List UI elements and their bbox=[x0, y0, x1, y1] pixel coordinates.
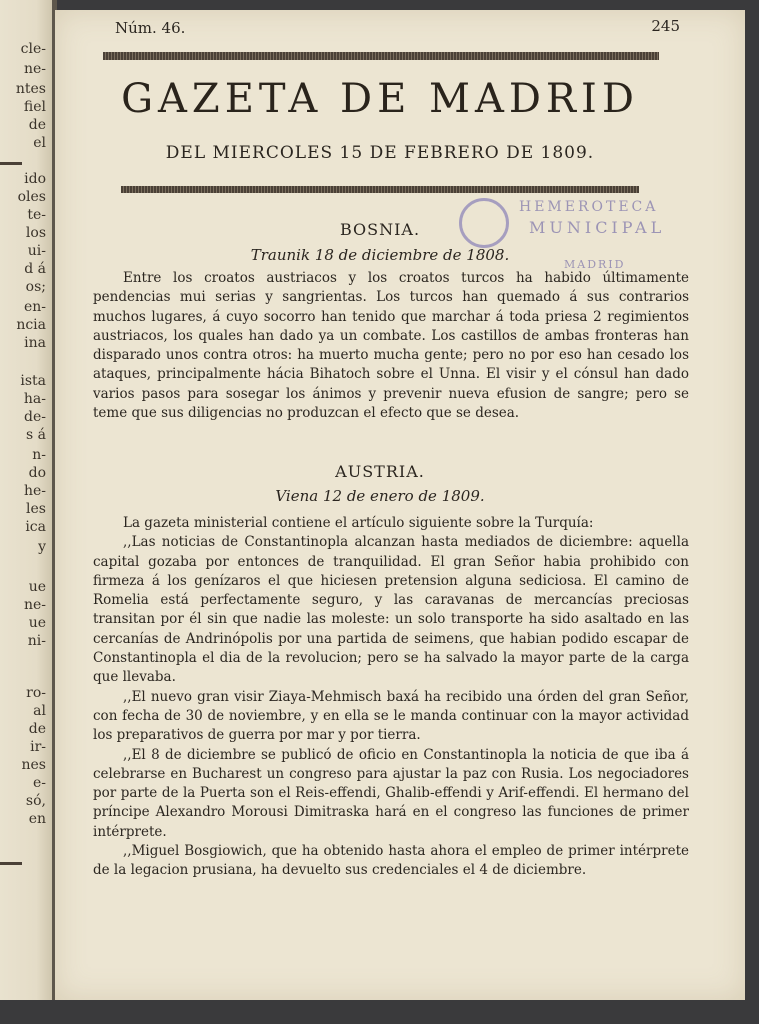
adjacent-page-fragment: n- bbox=[32, 447, 46, 463]
issue-number: Núm. 46. bbox=[115, 19, 186, 37]
section-heading-austria: AUSTRIA. bbox=[335, 462, 425, 481]
adjacent-page-fragment: fiel bbox=[23, 99, 46, 115]
article-bosnia bbox=[93, 269, 689, 423]
adjacent-page-fragment: ido bbox=[24, 171, 46, 187]
adjacent-page-fragment: ne- bbox=[23, 61, 46, 77]
adjacent-page-fragment: ir- bbox=[30, 739, 46, 755]
adjacent-page-fragment: ue bbox=[28, 615, 46, 631]
adjacent-page-fragment: he- bbox=[23, 483, 46, 499]
adjacent-page-fragment: oles bbox=[17, 189, 46, 205]
stamp-text-line3: MADRID bbox=[564, 258, 626, 271]
adjacent-page-fragment: nes bbox=[21, 757, 46, 773]
adjacent-page-fragment: ui- bbox=[27, 243, 46, 259]
adjacent-page-fragment: ista bbox=[20, 373, 46, 389]
adjacent-page-rule bbox=[0, 862, 22, 865]
adjacent-page-fragment: os; bbox=[25, 279, 46, 295]
adjacent-page-fragment: e- bbox=[32, 775, 46, 791]
adjacent-page-fragment: el bbox=[33, 135, 46, 151]
adjacent-page-fragment: cle- bbox=[20, 41, 46, 57]
dateline-bosnia: Traunik 18 de diciembre de 1808. bbox=[250, 246, 510, 264]
adjacent-page-fragment: les bbox=[26, 501, 46, 517]
adjacent-page-fragment: ncia bbox=[16, 317, 46, 333]
article-paragraph: Entre los croatos austriacos y los croatos turcos ha habido últimamente pendencias mui serias y sangrientas. Los turcos han quemado á sus contrarios muchos lugares, á cuyo socorro han tenido que marchar á toda priesa 2 regimientos austriacos, los quales han dado ya un combate. Los castillos de ambas fronteras han disparado unos contra otros: ha muerto mucha gente; pero no por eso han cesado los ataques, principalmente hácia Bihatoch sobre el Unna. El visir y el cónsul han dado varios pasos para sosegar los ánimos y prevenir nueva efusion de sangre; pero se teme que sus diligencias no produzcan el efecto que se desea. bbox=[93, 270, 689, 422]
adjacent-page-fragment: ina bbox=[24, 335, 46, 351]
adjacent-page-fragment: en- bbox=[23, 299, 46, 315]
adjacent-page-fragment: ica bbox=[25, 519, 46, 535]
newspaper-page bbox=[55, 10, 745, 1000]
adjacent-page-fragment: de- bbox=[24, 409, 46, 425]
adjacent-page-fragment: de bbox=[28, 117, 46, 133]
adjacent-page-fragment: los bbox=[25, 225, 46, 241]
adjacent-page-fragment: al bbox=[33, 703, 46, 719]
adjacent-page-fragment: ne- bbox=[23, 597, 46, 613]
adjacent-page-fragment: ha- bbox=[23, 391, 46, 407]
adjacent-page-fragment: s á bbox=[26, 427, 46, 443]
adjacent-page-fragment: só, bbox=[25, 793, 46, 809]
masthead-date: DEL MIERCOLES 15 DE FEBRERO DE 1809. bbox=[165, 143, 595, 163]
page-number: 245 bbox=[651, 17, 680, 35]
section-heading-bosnia: BOSNIA. bbox=[339, 220, 421, 239]
adjacent-page-fragment: do bbox=[28, 465, 46, 481]
adjacent-page-fragment: en bbox=[28, 811, 46, 827]
stamp-text-line1: HEMEROTECA bbox=[519, 199, 659, 215]
adjacent-page-fragment: ntes bbox=[15, 81, 46, 97]
adjacent-page-fragment: y bbox=[38, 539, 46, 555]
article-paragraph: ,,El nuevo gran visir Ziaya-Mehmisch baxá ha recibido una órden del gran Señor, con fecha de 30 de noviembre, y en ella se le manda continuar con la mayor actividad los preparativos de guerra por mar y por tierra. bbox=[93, 688, 689, 744]
adjacent-page-fragment: de bbox=[28, 721, 46, 737]
article-paragraph: La gazeta ministerial contiene el artículo siguiente sobre la Turquía: bbox=[123, 515, 594, 531]
article-paragraph: ,,Las noticias de Constantinopla alcanzan hasta mediados de diciembre: aquella capital gozaba por entonces de tranquilidad. El gran Señor habia prohibido con firmeza á los genízaros el que hiciesen pretension alguna sediciosa. El camino de Romelia está perfectamente seguro, y las caravanas de mercancías preciosas transitan por él sin que nadie las moleste: un solo transporte ha sido asaltado en las cercanías de Andrinópolis por una partida de seimens, que habian podido escapar de Constantinopla el dia de la revolucion; pero se ha salvado la mayor parte de la carga que llevaba. bbox=[93, 534, 689, 686]
dateline-austria: Viena 12 de enero de 1809. bbox=[275, 487, 485, 505]
masthead-title: GAZETA DE MADRID bbox=[121, 76, 639, 122]
adjacent-page-fragment: d á bbox=[24, 261, 46, 277]
adjacent-page-fragment: ni- bbox=[27, 633, 46, 649]
adjacent-page-fragment: ue bbox=[28, 579, 46, 595]
article-austria bbox=[93, 514, 689, 881]
stamp-text-line2: MUNICIPAL bbox=[529, 218, 666, 237]
adjacent-page-fragment: ro- bbox=[26, 685, 46, 701]
adjacent-page-fragment: te- bbox=[27, 207, 46, 223]
ornamental-rule-top bbox=[103, 52, 659, 60]
article-paragraph: ,,Miguel Bosgiowich, que ha obtenido hasta ahora el empleo de primer intérprete de la legacion prusiana, ha devuelto sus credenciales el 4 de diciembre. bbox=[93, 843, 689, 879]
article-paragraph: ,,El 8 de diciembre se publicó de oficio en Constantinopla la noticia de que iba á celebrarse en Bucharest un congreso para ajustar la paz con Rusia. Los negociadores por parte de la Puerta son el Reis-effendi, Ghalib-effendi y Arif-effendi. El hermano del príncipe Alexandro Morousi Dimitraska hará en el congreso las funciones de primer intérprete. bbox=[93, 746, 689, 840]
adjacent-page-rule bbox=[0, 162, 22, 165]
adjacent-page-strip bbox=[0, 0, 52, 1000]
